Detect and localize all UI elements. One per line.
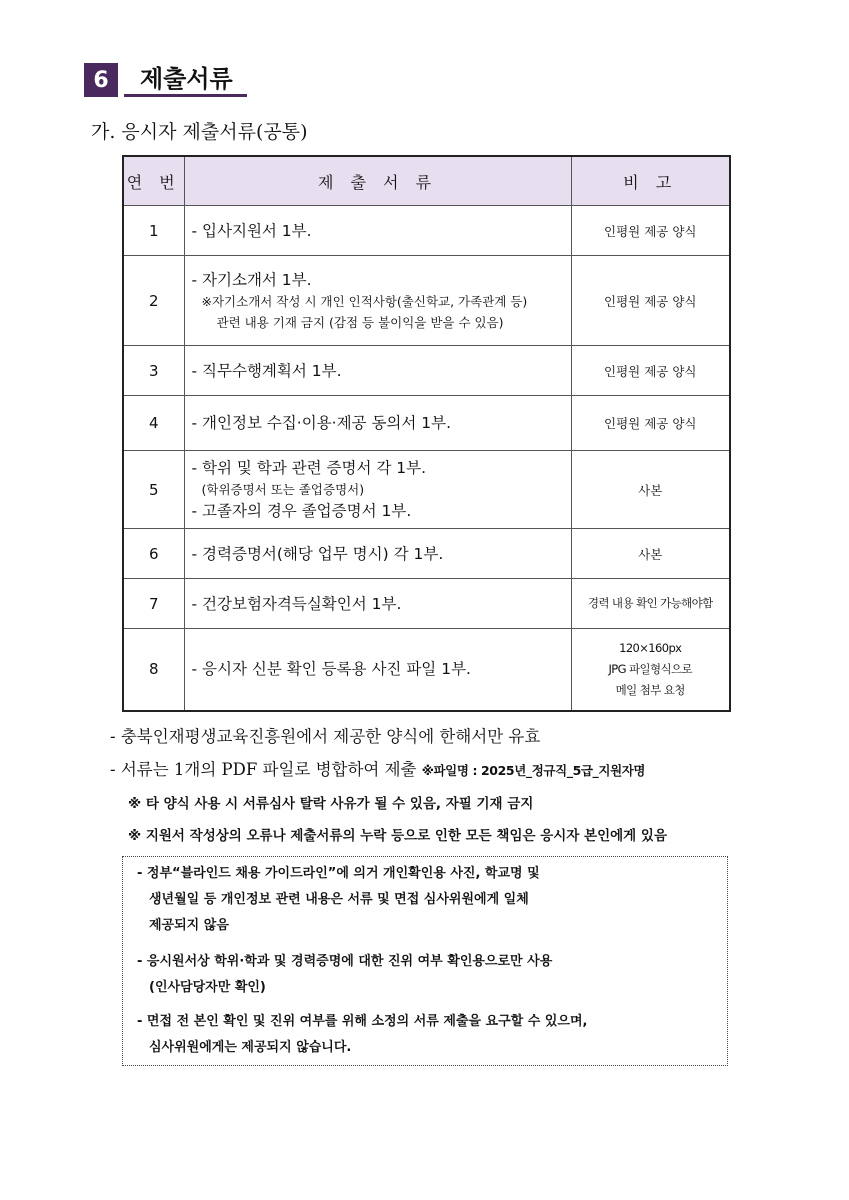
row-document (184, 629, 571, 711)
row-number: 1 (123, 206, 184, 256)
document-line: - 응시자 신분 확인 등록용 사진 파일 1부. (191, 660, 471, 679)
notice-pdf-text: - 서류는 1개의 PDF 파일로 병합하여 제출 (110, 760, 422, 779)
row-number: 6 (123, 529, 184, 579)
header-number: 연 번 (123, 156, 184, 206)
header-documents: 제 출 서 류 (184, 156, 571, 206)
table-row (123, 451, 730, 529)
row-remark (571, 451, 730, 529)
remark-line: 인평원 제공 양식 (604, 363, 697, 379)
row-number: 2 (123, 256, 184, 346)
blind-hiring-notice-box (122, 856, 728, 1066)
remark-line: 경력 내용 확인 가능해야함 (587, 596, 713, 610)
notice-responsibility: ※ 지원서 작성상의 오류나 제출서류의 누락 등으로 인한 모든 책임은 응시자 본인에게 있음 (128, 828, 667, 844)
document-line: - 학위 및 학과 관련 증명서 각 1부. (191, 459, 427, 477)
row-remark (571, 346, 730, 396)
document-line: - 경력증명서(해당 업무 명시) 각 1부. (191, 544, 444, 563)
table-row (123, 629, 730, 711)
notice-form-warning: ※ 타 양식 사용 시 서류심사 탈락 사유가 될 수 있음, 자필 기재 금지 (128, 796, 534, 812)
document-line: - 자기소개서 1부. (191, 270, 312, 289)
table-row (123, 206, 730, 256)
row-document (184, 206, 571, 256)
notice-valid-forms: - 충북인재평생교육진흥원에서 제공한 양식에 한해서만 유효 (110, 727, 541, 746)
table-row (123, 256, 730, 346)
document-subnote: (학위증명서 또는 졸업증명서) (201, 482, 365, 497)
subsection-title: 가. 응시자 제출서류(공통) (91, 121, 308, 143)
box-line: - 면접 전 본인 확인 및 진위 여부를 위해 소정의 서류 제출을 요구할 수 있으며, (137, 1014, 588, 1029)
document-line: - 개인정보 수집·이용·제공 동의서 1부. (191, 414, 452, 432)
box-line: - 정부“블라인드 채용 가이드라인”에 의거 개인확인용 사진, 학교명 및 (137, 866, 540, 881)
header-remarks: 비 고 (571, 156, 730, 206)
row-number: 3 (123, 346, 184, 396)
box-item (137, 1009, 587, 1061)
row-number: 4 (123, 396, 184, 451)
table-header-row (123, 156, 730, 206)
document-line: - 고졸자의 경우 졸업증명서 1부. (191, 502, 412, 520)
section-number: 6 (84, 63, 118, 97)
table-row (123, 529, 730, 579)
row-remark (571, 629, 730, 711)
document-line: - 입사지원서 1부. (191, 221, 312, 240)
notice-pdf-merge (110, 756, 645, 780)
row-number: 5 (123, 451, 184, 529)
row-document (184, 396, 571, 451)
table-row (123, 346, 730, 396)
row-document (184, 256, 571, 346)
box-item (137, 949, 552, 1001)
table-row (123, 579, 730, 629)
documents-table (122, 155, 731, 712)
row-remark (571, 529, 730, 579)
notice-filename: ※파일명 : 2025년_정규직_5급_지원자명 (421, 763, 646, 778)
document-subnote: ※자기소개서 작성 시 개인 인적사항(출신학교, 가족관계 등) (201, 293, 528, 309)
table-row (123, 396, 730, 451)
box-line: 심사위원에게는 제공되지 않습니다. (149, 1040, 352, 1055)
remark-line: 메일 첨부 요청 (615, 682, 685, 697)
row-remark (571, 579, 730, 629)
remark-line: 120×160px (619, 640, 682, 655)
remark-line: 인평원 제공 양식 (604, 223, 697, 239)
box-line: - 응시원서상 학위·학과 및 경력증명에 대한 진위 여부 확인용으로만 사용 (137, 954, 553, 969)
section-title: 제출서류 (124, 63, 247, 97)
remark-line: 사본 (638, 546, 663, 562)
document-subnote: 관련 내용 기재 금지 (감점 등 불이익을 받을 수 있음) (216, 314, 504, 330)
box-line: (인사담당자만 확인) (149, 980, 266, 995)
remark-line: 인평원 제공 양식 (604, 416, 697, 431)
row-remark (571, 396, 730, 451)
box-line: 생년월일 등 개인정보 관련 내용은 서류 및 면접 심사위원에게 일체 (149, 892, 529, 907)
box-line: 제공되지 않음 (149, 918, 229, 933)
row-document (184, 451, 571, 529)
row-number: 7 (123, 579, 184, 629)
row-document (184, 579, 571, 629)
remark-line: 사본 (638, 482, 663, 498)
row-document (184, 346, 571, 396)
document-line: - 직무수행계획서 1부. (191, 361, 342, 380)
remark-line: JPG 파일형식으로 (608, 661, 693, 676)
box-item (137, 861, 540, 939)
row-number: 8 (123, 629, 184, 711)
row-remark (571, 256, 730, 346)
row-remark (571, 206, 730, 256)
remark-line: 인평원 제공 양식 (604, 293, 697, 309)
document-line: - 건강보험자격득실확인서 1부. (191, 594, 402, 613)
row-document (184, 529, 571, 579)
